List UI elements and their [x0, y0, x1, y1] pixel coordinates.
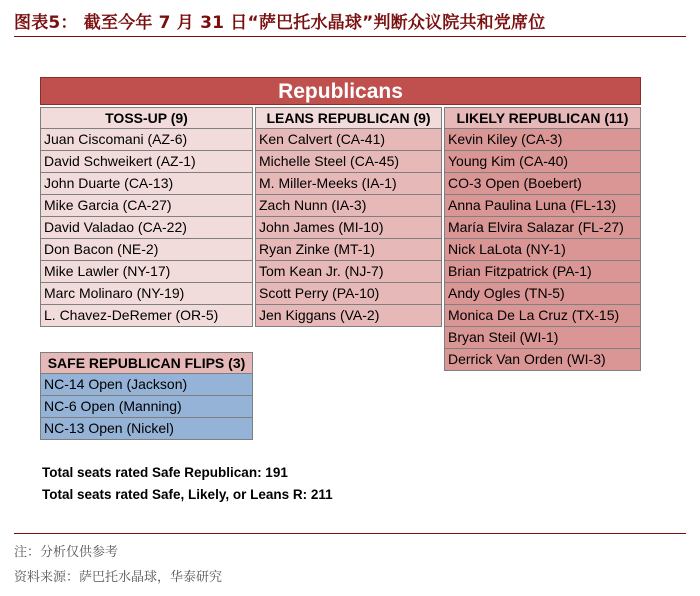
toss-up-column: [40, 107, 253, 327]
list-item: Mike Lawler (NY-17): [40, 261, 253, 283]
figure-title: 图表5： 截至今年 7 月 31 日“萨巴托水晶球”判断众议院共和党席位: [14, 13, 546, 33]
list-item: Nick LaLota (NY-1): [444, 239, 641, 261]
list-item: NC-13 Open (Nickel): [40, 418, 253, 440]
total-safe-republican: Total seats rated Safe Republican: 191: [42, 465, 288, 480]
leans-republican-column: [255, 107, 442, 327]
safe-republican-flips-table: [40, 352, 253, 440]
list-item: Brian Fitzpatrick (PA-1): [444, 261, 641, 283]
list-item: David Valadao (CA-22): [40, 217, 253, 239]
list-item: Ken Calvert (CA-41): [255, 129, 442, 151]
likely-republican-column: [444, 107, 641, 371]
safe-republican-flips-header: SAFE REPUBLICAN FLIPS (3): [40, 352, 253, 374]
list-item: Don Bacon (NE-2): [40, 239, 253, 261]
list-item: M. Miller-Meeks (IA-1): [255, 173, 442, 195]
list-item: Scott Perry (PA-10): [255, 283, 442, 305]
list-item: Bryan Steil (WI-1): [444, 327, 641, 349]
list-item: Zach Nunn (IA-3): [255, 195, 442, 217]
list-item: Tom Kean Jr. (NJ-7): [255, 261, 442, 283]
list-item: Marc Molinaro (NY-19): [40, 283, 253, 305]
list-item: Ryan Zinke (MT-1): [255, 239, 442, 261]
republicans-banner: Republicans: [40, 77, 641, 105]
list-item: Anna Paulina Luna (FL-13): [444, 195, 641, 217]
footnote: 注：分析仅供参考: [14, 545, 119, 560]
list-item: NC-6 Open (Manning): [40, 396, 253, 418]
list-item: Jen Kiggans (VA-2): [255, 305, 442, 327]
list-item: Derrick Van Orden (WI-3): [444, 349, 641, 371]
leans-republican-header: LEANS REPUBLICAN (9): [255, 107, 442, 129]
list-item: John James (MI-10): [255, 217, 442, 239]
list-item: Andy Ogles (TN-5): [444, 283, 641, 305]
list-item: Michelle Steel (CA-45): [255, 151, 442, 173]
toss-up-header: TOSS-UP (9): [40, 107, 253, 129]
list-item: María Elvira Salazar (FL-27): [444, 217, 641, 239]
source-note: 资料来源：萨巴托水晶球，华泰研究: [14, 570, 223, 585]
list-item: CO-3 Open (Boebert): [444, 173, 641, 195]
list-item: Kevin Kiley (CA-3): [444, 129, 641, 151]
list-item: John Duarte (CA-13): [40, 173, 253, 195]
list-item: Mike Garcia (CA-27): [40, 195, 253, 217]
list-item: Juan Ciscomani (AZ-6): [40, 129, 253, 151]
footer-divider: [14, 533, 686, 534]
title-divider: [14, 36, 686, 37]
total-safe-likely-leans: Total seats rated Safe, Likely, or Leans R: 211: [42, 487, 333, 502]
likely-republican-header: LIKELY REPUBLICAN (11): [444, 107, 641, 129]
list-item: Monica De La Cruz (TX-15): [444, 305, 641, 327]
list-item: NC-14 Open (Jackson): [40, 374, 253, 396]
list-item: Young Kim (CA-40): [444, 151, 641, 173]
list-item: L. Chavez-DeRemer (OR-5): [40, 305, 253, 327]
list-item: David Schweikert (AZ-1): [40, 151, 253, 173]
